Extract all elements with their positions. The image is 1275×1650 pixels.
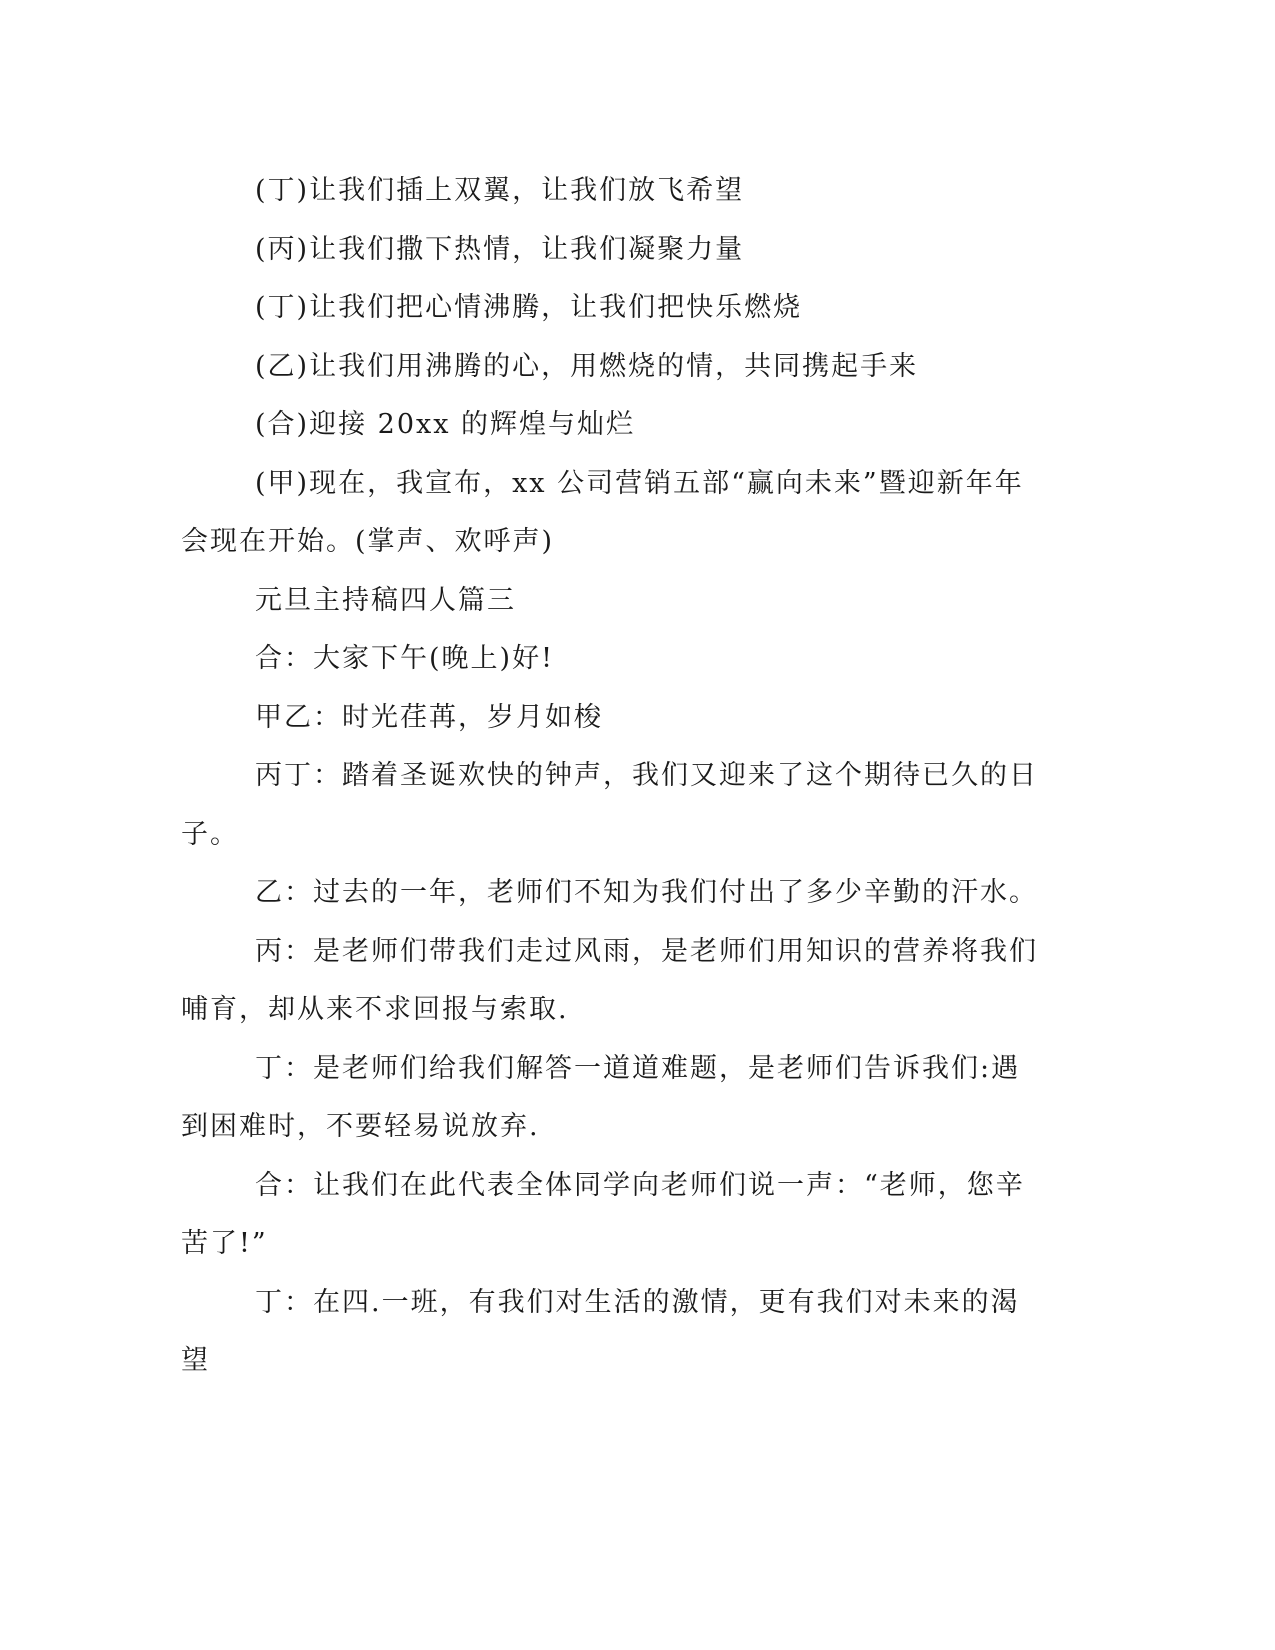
paragraph: (丙)让我们撒下热情，让我们凝聚力量: [255, 233, 745, 265]
paragraph: 丙丁：踏着圣诞欢快的钟声，我们又迎来了这个期待已久的日子。: [181, 760, 1038, 850]
paragraph: 丁：在四.一班，有我们对生活的激情，更有我们对未来的渴望: [181, 1286, 1020, 1376]
paragraph: 合：大家下午(晚上)好!: [255, 643, 554, 674]
document-body: [181, 162, 1041, 1391]
section-heading: 元旦主持稿四人篇三: [255, 584, 516, 616]
paragraph: (丁)让我们插上双翼，让我们放飞希望: [255, 175, 745, 206]
paragraph: (乙)让我们用沸腾的心，用燃烧的情，共同携起手来: [255, 350, 919, 382]
paragraph: (甲)现在，我宣布，xx 公司营销五部“赢向未来”暨迎新年年会现在开始。(掌声、欢呼声): [181, 467, 1024, 557]
paragraph: 丙：是老师们带我们走过风雨，是老师们用知识的营养将我们哺育，却从来不求回报与索取.: [181, 935, 1038, 1025]
paragraph: (丁)让我们把心情沸腾，让我们把快乐燃烧: [255, 292, 803, 323]
paragraph: 甲乙：时光荏苒，岁月如梭: [255, 701, 603, 733]
paragraph: (合)迎接 20xx 的辉煌与灿烂: [255, 409, 636, 440]
paragraph: 合：让我们在此代表全体同学向老师们说一声：“老师，您辛苦了!”: [181, 1169, 1025, 1259]
paragraph: 乙：过去的一年，老师们不知为我们付出了多少辛勤的汗水。: [255, 877, 1038, 908]
paragraph: 丁：是老师们给我们解答一道道难题，是老师们告诉我们:遇到困难时，不要轻易说放弃.: [181, 1052, 1021, 1142]
